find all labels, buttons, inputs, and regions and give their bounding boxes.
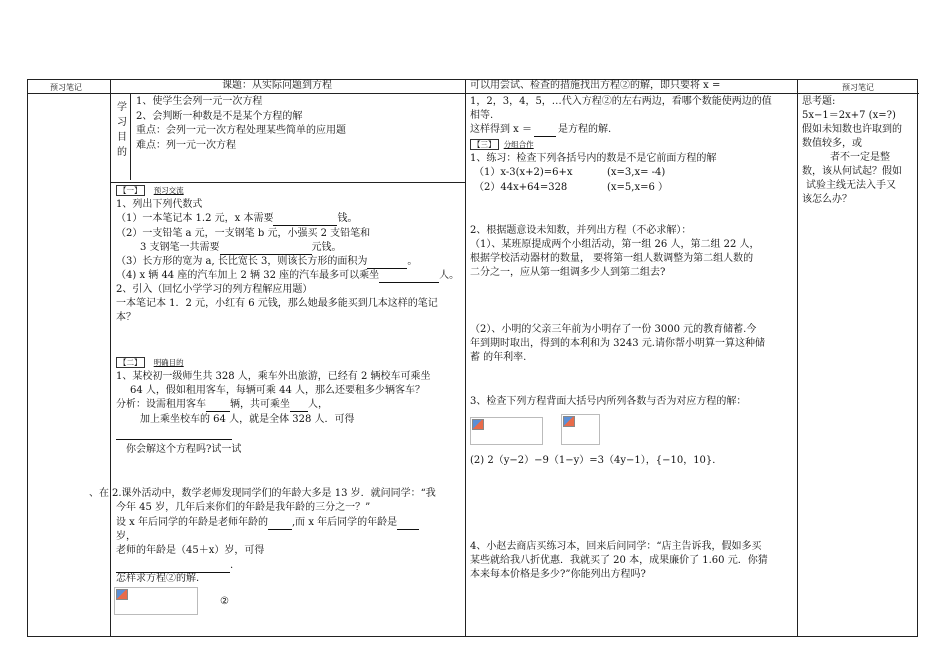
problem-line xyxy=(116,398,328,412)
right-intro-line: 可以用尝试、检查的措施找出方程②的解，即只要将 x = xyxy=(470,80,721,91)
exercise-text-end: 人。 xyxy=(439,270,460,281)
exercise-item: （2）44x+64=328 xyxy=(474,182,568,193)
column-divider xyxy=(110,80,111,636)
answer-blank[interactable] xyxy=(397,518,419,530)
stray-text: 、在 xyxy=(89,488,109,499)
question-heading: 3、检查下列方程背面大括号内所列各数与否为对应方程的解： xyxy=(470,396,747,407)
objectives-label: 学习目的 xyxy=(117,102,127,158)
notes-line: 试验主线无法入手又 xyxy=(806,180,896,191)
broken-image-icon xyxy=(116,589,128,600)
section2-tag: 【二】 xyxy=(116,357,145,368)
answer-blank[interactable] xyxy=(206,400,230,412)
equation-blank[interactable] xyxy=(116,428,232,440)
exercise-values: (x=5,x=6 ） xyxy=(607,182,669,193)
problem-text: . xyxy=(230,560,234,571)
equation-marker: ② xyxy=(220,596,229,607)
question-heading: 2、根据题意设未知数，并列出方程（不必求解）： xyxy=(470,225,692,236)
problem-text: 人， xyxy=(308,399,328,410)
question-line: 根据学校活动器材的数量， 要将第一组人数调整为第二组人数的 xyxy=(470,253,754,264)
problem-text: ,而 x 年后同学的年龄是 xyxy=(292,517,398,528)
objective-line: 2、会判断一种数是不是某个方程的解 xyxy=(136,111,303,122)
question-line: 本来每本价格是多少?”你能列出方程吗? xyxy=(470,569,646,580)
question-line: 二分之一，应从第一组调多少人到第二组去? xyxy=(470,267,666,278)
broken-image-placeholder xyxy=(114,587,198,615)
problem-line: 老师的年龄是（45＋x）岁，可得 xyxy=(116,545,265,556)
problem-line: 1、某校初一级师生共 328 人，乘车外出旅游，已经有 2 辆校车可乘坐 xyxy=(116,371,431,382)
problem-line: 64 人，假如租用客车，每辆可乘 44 人，那么还要租多少辆客车？ xyxy=(130,385,425,396)
exercise-text: （4) x 辆 44 座的汽车加上 2 辆 32 座的汽车最多可以乘坐 xyxy=(116,270,380,281)
exercise-line xyxy=(116,212,357,226)
answer-blank[interactable] xyxy=(290,400,308,412)
problem-line: 你会解这个方程吗?试一试 xyxy=(126,444,242,455)
broken-image-icon xyxy=(563,416,575,427)
exercise-item: （1）x-3(x+2)=6+x xyxy=(474,167,573,178)
problem-line xyxy=(116,559,233,573)
problem-line: 2.课外活动中，数学老师发现同学们的年龄大多是 13 岁．就问同学：“我 xyxy=(112,488,436,499)
question-line: 某些就给我八折优惠．我就买了 20 本，成果廉价了 1.60 元．你猜 xyxy=(470,555,768,566)
exercise-text-end: 钱。 xyxy=(337,213,358,224)
section3-tag: 【三】 xyxy=(470,139,499,150)
question-line: （1）、某班原提成两个小组活动，第一组 26 人，第二组 22 人， xyxy=(470,239,760,250)
notes-line: 该怎么办？ xyxy=(802,194,852,205)
notes-line: 数，该从何试起？假如 xyxy=(802,166,902,177)
question-line: 4、小赵去商店买练习本，回来后问同学：“店主告诉我，假如多买 xyxy=(470,541,762,552)
section2-tag-row xyxy=(116,356,184,370)
question-line: 年到期时取出，得到的本利和为 3243 元.请你帮小明算一算这种储 xyxy=(470,338,765,349)
objective-line: 重点：会列一元一次方程处理某些简单的应用题 xyxy=(136,125,346,136)
text-line: 1，2，3，4，5，…代入方程②的左右两边，看哪个数能使两边的值 xyxy=(470,96,772,107)
exercise-text-end: 。 xyxy=(407,256,418,267)
notes-line: 数值较多，或 xyxy=(802,138,862,149)
column-divider xyxy=(465,80,466,636)
section3-tag-row xyxy=(470,138,534,152)
objectives-divider xyxy=(110,182,465,183)
text-line: 相等. xyxy=(470,110,494,121)
objectives-label-divider xyxy=(130,93,131,180)
notes-line: 假如未知数也许取到的 xyxy=(802,124,902,135)
exercise-text-end: 元钱。 xyxy=(311,242,342,253)
text: 这样得到 x ＝ xyxy=(470,124,532,135)
broken-image-placeholder xyxy=(561,414,600,445)
exercise-line xyxy=(116,269,459,283)
answer-blank[interactable] xyxy=(268,518,292,530)
question-line: （2）、小明的父亲三年前为小明存了一份 3000 元的教育储蓄.今 xyxy=(470,324,757,335)
broken-image-icon xyxy=(472,419,484,430)
equation-line: (2) 2（y−2）−9（1−y）=3（4y−1），{−10，10}． xyxy=(470,455,723,466)
exercise-heading: 1、练习：检查下列各括号内的数是不是它前面方程的解 xyxy=(470,153,717,164)
exercise-text: （3）长方形的宽为 a, 长比宽长 3，则该长方形的面积为 xyxy=(116,256,368,267)
header-divider xyxy=(28,93,919,94)
problem-line: 加上乘坐校车的 64 人，就是全体 328 人．可得 xyxy=(140,414,355,425)
notes-line: 者不一定是整 xyxy=(830,152,890,163)
answer-blank[interactable] xyxy=(220,243,312,255)
objective-line: 1、使学生会列一元一次方程 xyxy=(136,96,263,107)
notes-equation: 5x−1＝2x+7 (x=?) xyxy=(802,110,896,121)
intro-question: 一本笔记本 1．2 元，小红有 6 元钱，那么她最多能买到几本这样的笔记 xyxy=(116,298,438,309)
problem-line: 怎样求方程②的解. xyxy=(116,573,200,584)
exercise-values: (x=3,x= -4) xyxy=(607,167,666,178)
intro-question: 本？ xyxy=(116,312,136,323)
section3-tag-label: 分组合作 xyxy=(503,140,534,149)
notes-heading: 思考题: xyxy=(802,96,836,107)
exercise-text: （1）一本笔记本 1.2 元，x 本需要 xyxy=(116,213,274,224)
column-divider xyxy=(797,80,798,636)
problem-text: 辆，共可乘坐 xyxy=(230,399,290,410)
problem-line: 岁， xyxy=(116,531,136,542)
section1-tag-row xyxy=(116,184,184,198)
objective-line: 难点：列一元一次方程 xyxy=(136,140,236,151)
section1-heading: 1、列出下列代数式 xyxy=(116,199,203,210)
section2-tag-label: 明确目的 xyxy=(153,358,184,367)
exercise-line xyxy=(140,241,342,255)
exercise-line: （2）一支铅笔 a 元，一支钢笔 b 元，小强买 2 支铅笔和 xyxy=(116,228,371,239)
broken-image-placeholder xyxy=(470,417,543,445)
answer-blank[interactable] xyxy=(273,214,337,226)
exercise-text: 3 支钢笔一共需要 xyxy=(140,242,220,253)
intro-heading: 2、引入（回忆小学学习的列方程解应用题） xyxy=(116,284,313,295)
page-title: 课题：从实际问题到方程 xyxy=(222,80,332,91)
problem-text: 设 x 年后同学的年龄是老师年龄的 xyxy=(116,517,268,528)
question-line: 蓄 的年利率. xyxy=(470,352,527,363)
problem-line: 今年 45 岁，几年后来你们的年龄是我年龄的三分之一？” xyxy=(116,502,371,513)
text-line xyxy=(470,123,611,137)
section1-tag: 【一】 xyxy=(116,185,145,196)
problem-line xyxy=(116,516,419,530)
exercise-line xyxy=(116,255,417,269)
left-notes-header: 预习笔记 xyxy=(50,83,82,92)
section1-tag-label: 预习交流 xyxy=(153,186,184,195)
problem-text: 分析：设需租用客车 xyxy=(116,399,206,410)
answer-blank[interactable] xyxy=(379,271,439,283)
text: 是方程的解. xyxy=(558,124,612,135)
answer-blank[interactable] xyxy=(367,257,407,269)
answer-blank[interactable] xyxy=(534,125,556,137)
right-notes-header: 预习笔记 xyxy=(842,83,874,92)
